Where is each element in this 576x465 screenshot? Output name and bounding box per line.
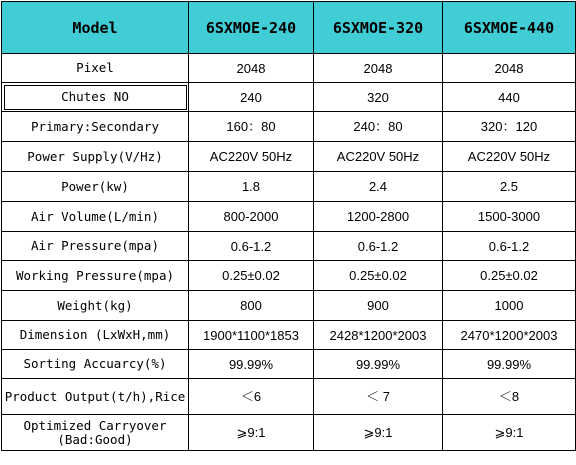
cell: 0.25±0.02 — [189, 261, 314, 291]
cell: 800 — [189, 291, 314, 321]
table-row — [2, 112, 576, 142]
cell: 0.6-1.2 — [314, 232, 443, 261]
cell: 160：80 — [189, 112, 314, 142]
cell: 240：80 — [314, 112, 443, 142]
table-row — [2, 261, 576, 291]
row-label-sorting-accuracy: Sorting Accuarcy(%) — [2, 350, 189, 379]
cell: ⩾9:1 — [314, 415, 443, 451]
cell: 0.25±0.02 — [314, 261, 443, 291]
cell: 800-2000 — [189, 202, 314, 232]
table-row — [2, 415, 576, 451]
row-label-dimension: Dimension (LxWxH,mm) — [2, 321, 189, 350]
cell: 2048 — [314, 54, 443, 83]
cell: 1200-2800 — [314, 202, 443, 232]
row-label-power-supply: Power Supply(V/Hz) — [2, 142, 189, 172]
spec-table — [1, 1, 576, 451]
cell: 320：120 — [443, 112, 576, 142]
row-label-pixel: Pixel — [2, 54, 189, 83]
cell: 2.4 — [314, 172, 443, 202]
cell: 99.99% — [443, 350, 576, 379]
row-label-product-output: Product Output(t/h),Rice — [2, 379, 189, 415]
cell: AC220V 50Hz — [189, 142, 314, 172]
cell: 2.5 — [443, 172, 576, 202]
cell: ＜ 7 — [314, 379, 443, 415]
table-row — [2, 350, 576, 379]
cell: 240 — [189, 83, 314, 112]
cell: AC220V 50Hz — [314, 142, 443, 172]
cell: 2048 — [189, 54, 314, 83]
row-label-optimized-carryover: Optimized Carryover (Bad:Good) — [2, 415, 189, 451]
cell: 0.6-1.2 — [189, 232, 314, 261]
header-model-440: 6SXMOE-440 — [443, 2, 576, 54]
row-label-air-volume: Air Volume(L/min) — [2, 202, 189, 232]
cell: ⩾9:1 — [189, 415, 314, 451]
header-model-240: 6SXMOE-240 — [189, 2, 314, 54]
row-label-primary-secondary: Primary:Secondary — [2, 112, 189, 142]
cell: 0.6-1.2 — [443, 232, 576, 261]
cell: ＜6 — [189, 379, 314, 415]
cell: 2428*1200*2003 — [314, 321, 443, 350]
cell: 2470*1200*2003 — [443, 321, 576, 350]
row-label-air-pressure: Air Pressure(mpa) — [2, 232, 189, 261]
cell: 1000 — [443, 291, 576, 321]
row-label-chutes[interactable]: Chutes NO — [2, 83, 189, 112]
cell: 320 — [314, 83, 443, 112]
cell: 440 — [443, 83, 576, 112]
cell: 99.99% — [189, 350, 314, 379]
cell: AC220V 50Hz — [443, 142, 576, 172]
table-row — [2, 379, 576, 415]
cell: 1900*1100*1853 — [189, 321, 314, 350]
table-row — [2, 202, 576, 232]
table-row — [2, 83, 576, 112]
table-header-row — [2, 2, 576, 54]
cell: 99.99% — [314, 350, 443, 379]
table-row — [2, 232, 576, 261]
cell: 2048 — [443, 54, 576, 83]
cell: 0.25±0.02 — [443, 261, 576, 291]
table-row — [2, 54, 576, 83]
cell: ⩾9:1 — [443, 415, 576, 451]
table-row — [2, 291, 576, 321]
header-model: Model — [2, 2, 189, 54]
cell: 1.8 — [189, 172, 314, 202]
row-label-weight: Weight(kg) — [2, 291, 189, 321]
cell: 900 — [314, 291, 443, 321]
header-model-320: 6SXMOE-320 — [314, 2, 443, 54]
table-row — [2, 172, 576, 202]
table-row — [2, 142, 576, 172]
cell: ＜8 — [443, 379, 576, 415]
cell: 1500-3000 — [443, 202, 576, 232]
table-row — [2, 321, 576, 350]
row-label-working-pressure: Working Pressure(mpa) — [2, 261, 189, 291]
row-label-power: Power(kw) — [2, 172, 189, 202]
